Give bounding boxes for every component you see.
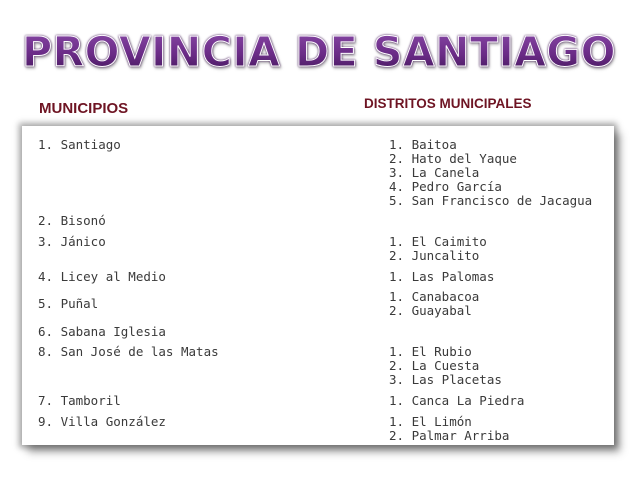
municipio-item: 7. Tamboril <box>38 393 121 408</box>
distrito-item: 3. La Canela <box>389 165 480 180</box>
municipio-item: 4. Licey al Medio <box>38 269 166 284</box>
distrito-item: 1. El Rubio <box>389 344 472 359</box>
distrito-item: 1. Las Palomas <box>389 269 495 284</box>
distrito-item: 2. Hato del Yaque <box>389 151 517 166</box>
distrito-item: 5. San Francisco de Jacagua <box>389 193 593 208</box>
municipio-item: 8. San José de las Matas <box>38 344 219 359</box>
distrito-item: 4. Pedro García <box>389 179 502 194</box>
distrito-item: 1. Canca La Piedra <box>389 393 525 408</box>
municipio-item: 6. Sabana Iglesia <box>38 324 166 339</box>
municipio-item: 5. Puñal <box>38 296 99 311</box>
municipios-header: MUNICIPIOS <box>39 100 129 117</box>
municipio-item: 3. Jánico <box>38 234 106 249</box>
distrito-item: 2. Palmar Arriba <box>389 428 510 443</box>
municipio-item: 2. Bisonó <box>38 213 106 228</box>
municipio-item: 1. Santiago <box>38 137 121 152</box>
distrito-item: 2. Guayabal <box>389 303 472 318</box>
distrito-item: 1. El Caimito <box>389 234 487 249</box>
distrito-item: 1. Baitoa <box>389 137 457 152</box>
distrito-item: 2. Juncalito <box>389 248 480 263</box>
distrito-item: 2. La Cuesta <box>389 358 480 373</box>
distrito-item: 1. El Limón <box>389 414 472 429</box>
municipio-item: 9. Villa González <box>38 414 166 429</box>
page-title: PROVINCIA DE SANTIAGO <box>0 28 638 76</box>
distrito-item: 3. Las Placetas <box>389 372 502 387</box>
distritos-header: DISTRITOS MUNICIPALES <box>364 96 532 111</box>
distrito-item: 1. Canabacoa <box>389 289 480 304</box>
